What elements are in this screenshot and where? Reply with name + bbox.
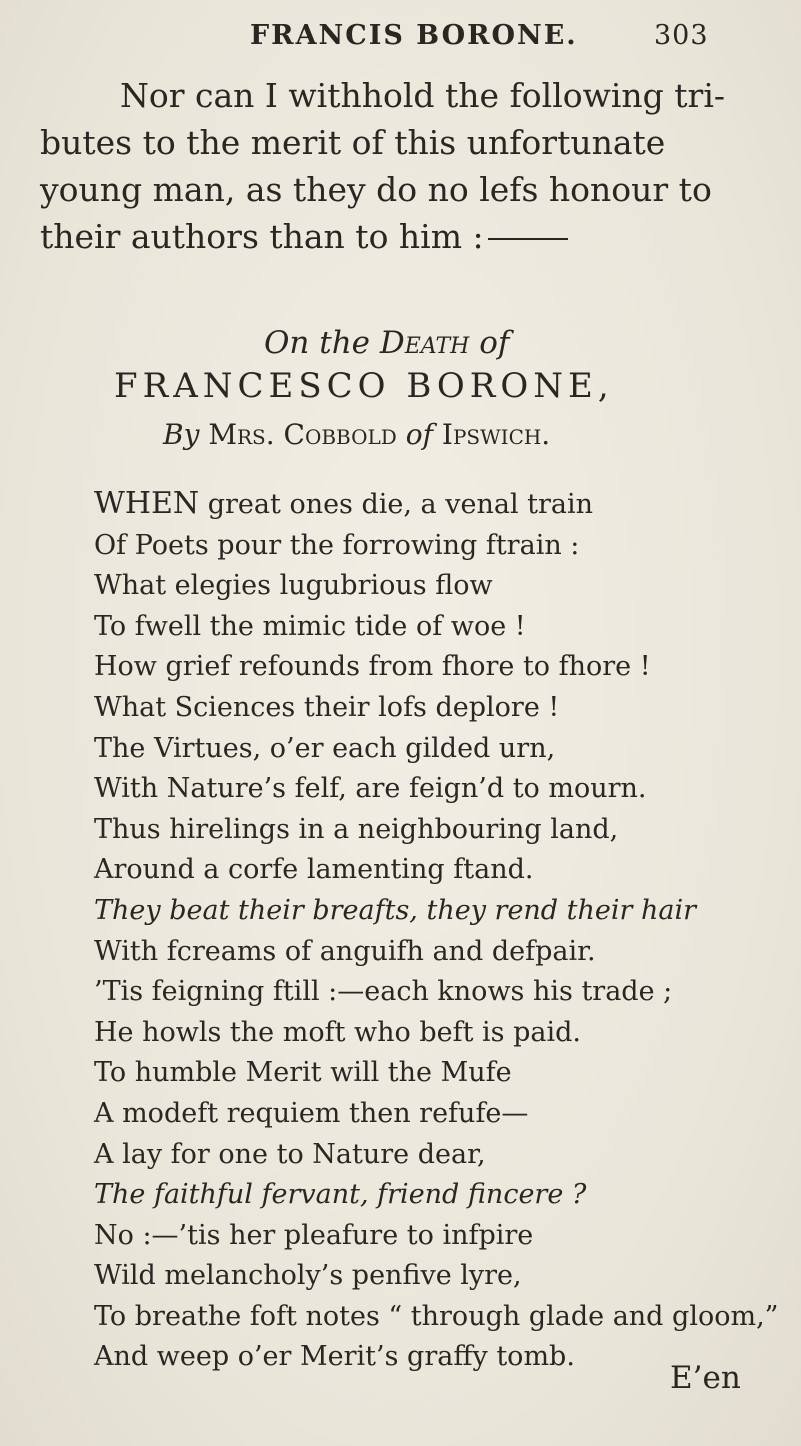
poem-first-word: WHEN bbox=[94, 486, 200, 521]
poem-line: To fwell the mimic tide of woe ! bbox=[94, 610, 526, 642]
intro-line: Nor can I withhold the following tri- bbox=[120, 76, 726, 115]
poem-line: With fcreams of anguifh and defpair. bbox=[94, 935, 596, 967]
heading-place-name: Ipswich. bbox=[441, 418, 551, 451]
poem-line: A modeft requiem then refufe— bbox=[94, 1097, 529, 1129]
poem-line: To humble Merit will the Mufe bbox=[94, 1057, 512, 1089]
intro-paragraph bbox=[40, 72, 780, 260]
poem-line bbox=[94, 484, 794, 526]
poem-line: He howls the moft who beft is paid. bbox=[94, 1016, 582, 1048]
heading-death-text: Death bbox=[379, 325, 470, 361]
poem-line: Around a corfe lamenting ftand. bbox=[94, 854, 534, 886]
poem-line: Wild melancholy’s penfive lyre, bbox=[94, 1260, 522, 1292]
poem-line: How grief refounds from fhore to fhore ! bbox=[94, 651, 651, 683]
poem-line: What Sciences their lofs deplore ! bbox=[94, 691, 560, 723]
poem-body bbox=[94, 484, 794, 1378]
poem-line: With Nature’s felf, are feign’d to mourn. bbox=[94, 773, 647, 805]
poem-line-text: great ones die, a venal train bbox=[199, 489, 594, 520]
poem-line: Thus hirelings in a neighbouring land, bbox=[94, 813, 619, 845]
poem-line: They beat their breafts, they rend their hair bbox=[94, 894, 697, 926]
poem-line: Of Poets pour the forrowing ftrain : bbox=[94, 529, 580, 561]
poem-heading-on bbox=[264, 325, 509, 361]
intro-line-text: their authors than to him : bbox=[40, 217, 484, 256]
heading-of-place-text: of bbox=[405, 418, 433, 451]
em-rule bbox=[488, 238, 568, 240]
intro-line: young man, as they do no lefs honour to bbox=[40, 170, 712, 209]
intro-line-last bbox=[40, 213, 780, 260]
page-number: 303 bbox=[654, 20, 709, 51]
poem-heading-author bbox=[163, 418, 550, 451]
poem-line: The Virtues, o’er each gilded urn, bbox=[94, 732, 556, 764]
poem-line: A lay for one to Nature dear, bbox=[94, 1138, 486, 1170]
catchword: E’en bbox=[670, 1360, 741, 1396]
poem-line: And weep o’er Merit’s graffy tomb. bbox=[94, 1341, 575, 1373]
poem-line: No :—’tis her pleafure to infpire bbox=[94, 1219, 534, 1251]
poem-line: The faithful fervant, friend fincere ? bbox=[94, 1179, 587, 1211]
poem-line: To breathe foft notes “ through glade and gloom,” bbox=[94, 1300, 779, 1332]
intro-line: butes to the merit of this unfortunate bbox=[40, 123, 666, 162]
poem-line: ’Tis feigning ftill :—each knows his trade ; bbox=[94, 976, 673, 1008]
running-head: FRANCIS BORONE. bbox=[250, 20, 578, 51]
heading-author-name: Mrs. Cobbold bbox=[208, 418, 397, 451]
poem-line: What elegies lugubrious flow bbox=[94, 570, 493, 602]
heading-of-text: of bbox=[479, 325, 510, 361]
poem-heading-name: FRANCESCO BORONE, bbox=[114, 366, 614, 406]
heading-by-text: By bbox=[163, 418, 200, 451]
heading-on-text: On the bbox=[264, 325, 371, 361]
